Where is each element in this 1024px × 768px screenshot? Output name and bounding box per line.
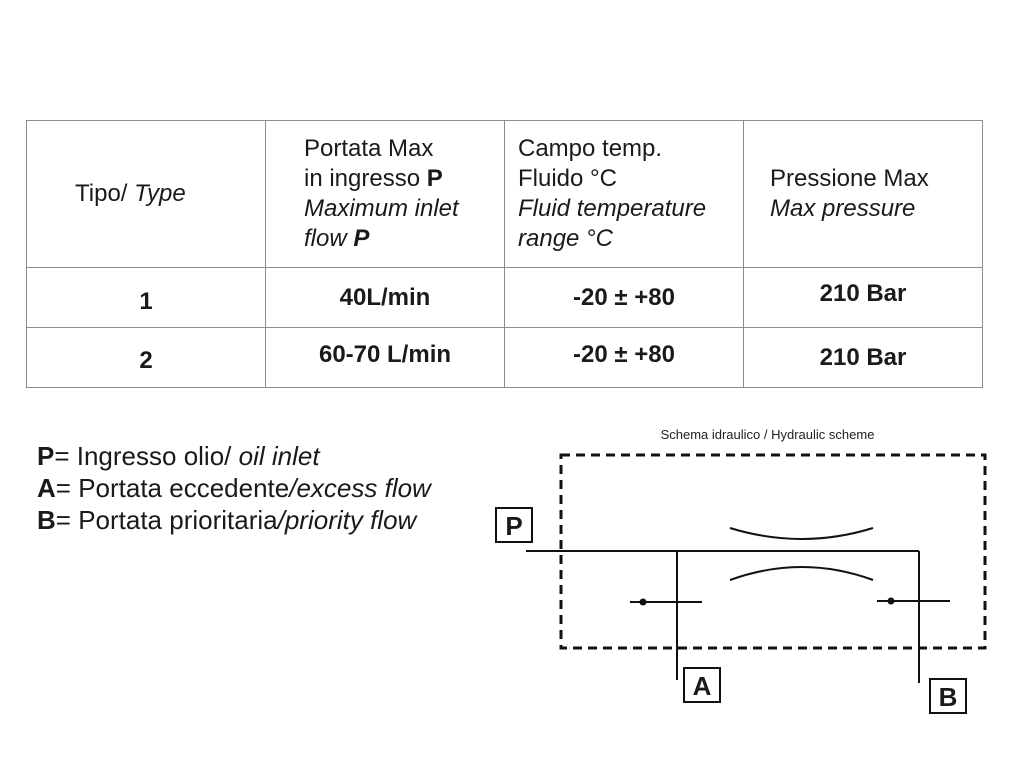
header-flow-line2: in ingresso (304, 165, 421, 192)
port-p-label: P (495, 507, 533, 543)
cell-flow-value: 40L/min (339, 283, 431, 311)
hydraulic-scheme-diagram (490, 450, 1000, 720)
cell-type (27, 268, 266, 328)
header-flow-line1: Portata Max (304, 135, 434, 162)
port-a-label: A (683, 667, 721, 703)
check-b-dot (888, 598, 895, 605)
cell-temp (505, 328, 744, 388)
cell-type-value: 1 (139, 287, 153, 315)
header-type (27, 121, 266, 268)
cell-pressure-value: 210 Bar (819, 279, 907, 307)
cell-flow (266, 328, 505, 388)
cell-temp-value: -20 ± +80 (573, 340, 675, 368)
header-pressure (744, 121, 983, 268)
legend-text-en: oil inlet (238, 441, 320, 471)
orifice-upper-curve (730, 528, 873, 539)
cell-type (27, 328, 266, 388)
header-flow-line3: Maximum inlet (304, 195, 459, 222)
port-b-label: B (929, 678, 967, 714)
header-pressure-line2: Max pressure (770, 195, 916, 222)
header-temp-line2: Fluido °C (518, 165, 617, 192)
cell-type-value: 2 (139, 346, 153, 374)
spec-table (26, 120, 983, 388)
legend-key: A (37, 473, 56, 503)
header-flow-line4: flow (304, 225, 347, 252)
header-flow-line4-bold: P (353, 225, 370, 252)
legend-item-b (37, 504, 431, 536)
header-temp-line4: range °C (518, 225, 613, 252)
header-type-label: Tipo/ (75, 180, 128, 207)
cell-pressure-value: 210 Bar (819, 343, 907, 371)
header-flow (266, 121, 505, 268)
table-row (27, 328, 983, 388)
legend-text: = Portata prioritaria (55, 505, 278, 535)
legend-key: P (37, 441, 55, 471)
table-header-row (27, 121, 983, 268)
legend-item-a (37, 472, 431, 504)
legend-text-en: /priority flow (277, 505, 417, 535)
cell-pressure (744, 328, 983, 388)
check-a-dot (640, 599, 647, 606)
scheme-caption: Schema idraulico / Hydraulic scheme (660, 427, 875, 442)
port-legend (37, 440, 431, 536)
cell-flow-value: 60-70 L/min (318, 340, 452, 368)
header-temp-line1: Campo temp. (518, 135, 663, 162)
cell-pressure (744, 268, 983, 328)
header-type-label-en: Type (134, 180, 186, 207)
cell-temp (505, 268, 744, 328)
header-flow-line2-bold: P (426, 165, 443, 192)
legend-item-p (37, 440, 431, 472)
cell-temp-value: -20 ± +80 (573, 283, 675, 311)
header-temp-line3: Fluid temperature (518, 195, 707, 222)
legend-text: = Portata eccedente (55, 473, 290, 503)
orifice-lower-curve (730, 567, 873, 580)
cell-flow (266, 268, 505, 328)
header-temp (505, 121, 744, 268)
legend-text: = Ingresso olio/ (54, 441, 239, 471)
header-pressure-line1: Pressione Max (770, 165, 929, 192)
legend-key: B (37, 505, 56, 535)
legend-text-en: /excess flow (289, 473, 431, 503)
table-row (27, 268, 983, 328)
